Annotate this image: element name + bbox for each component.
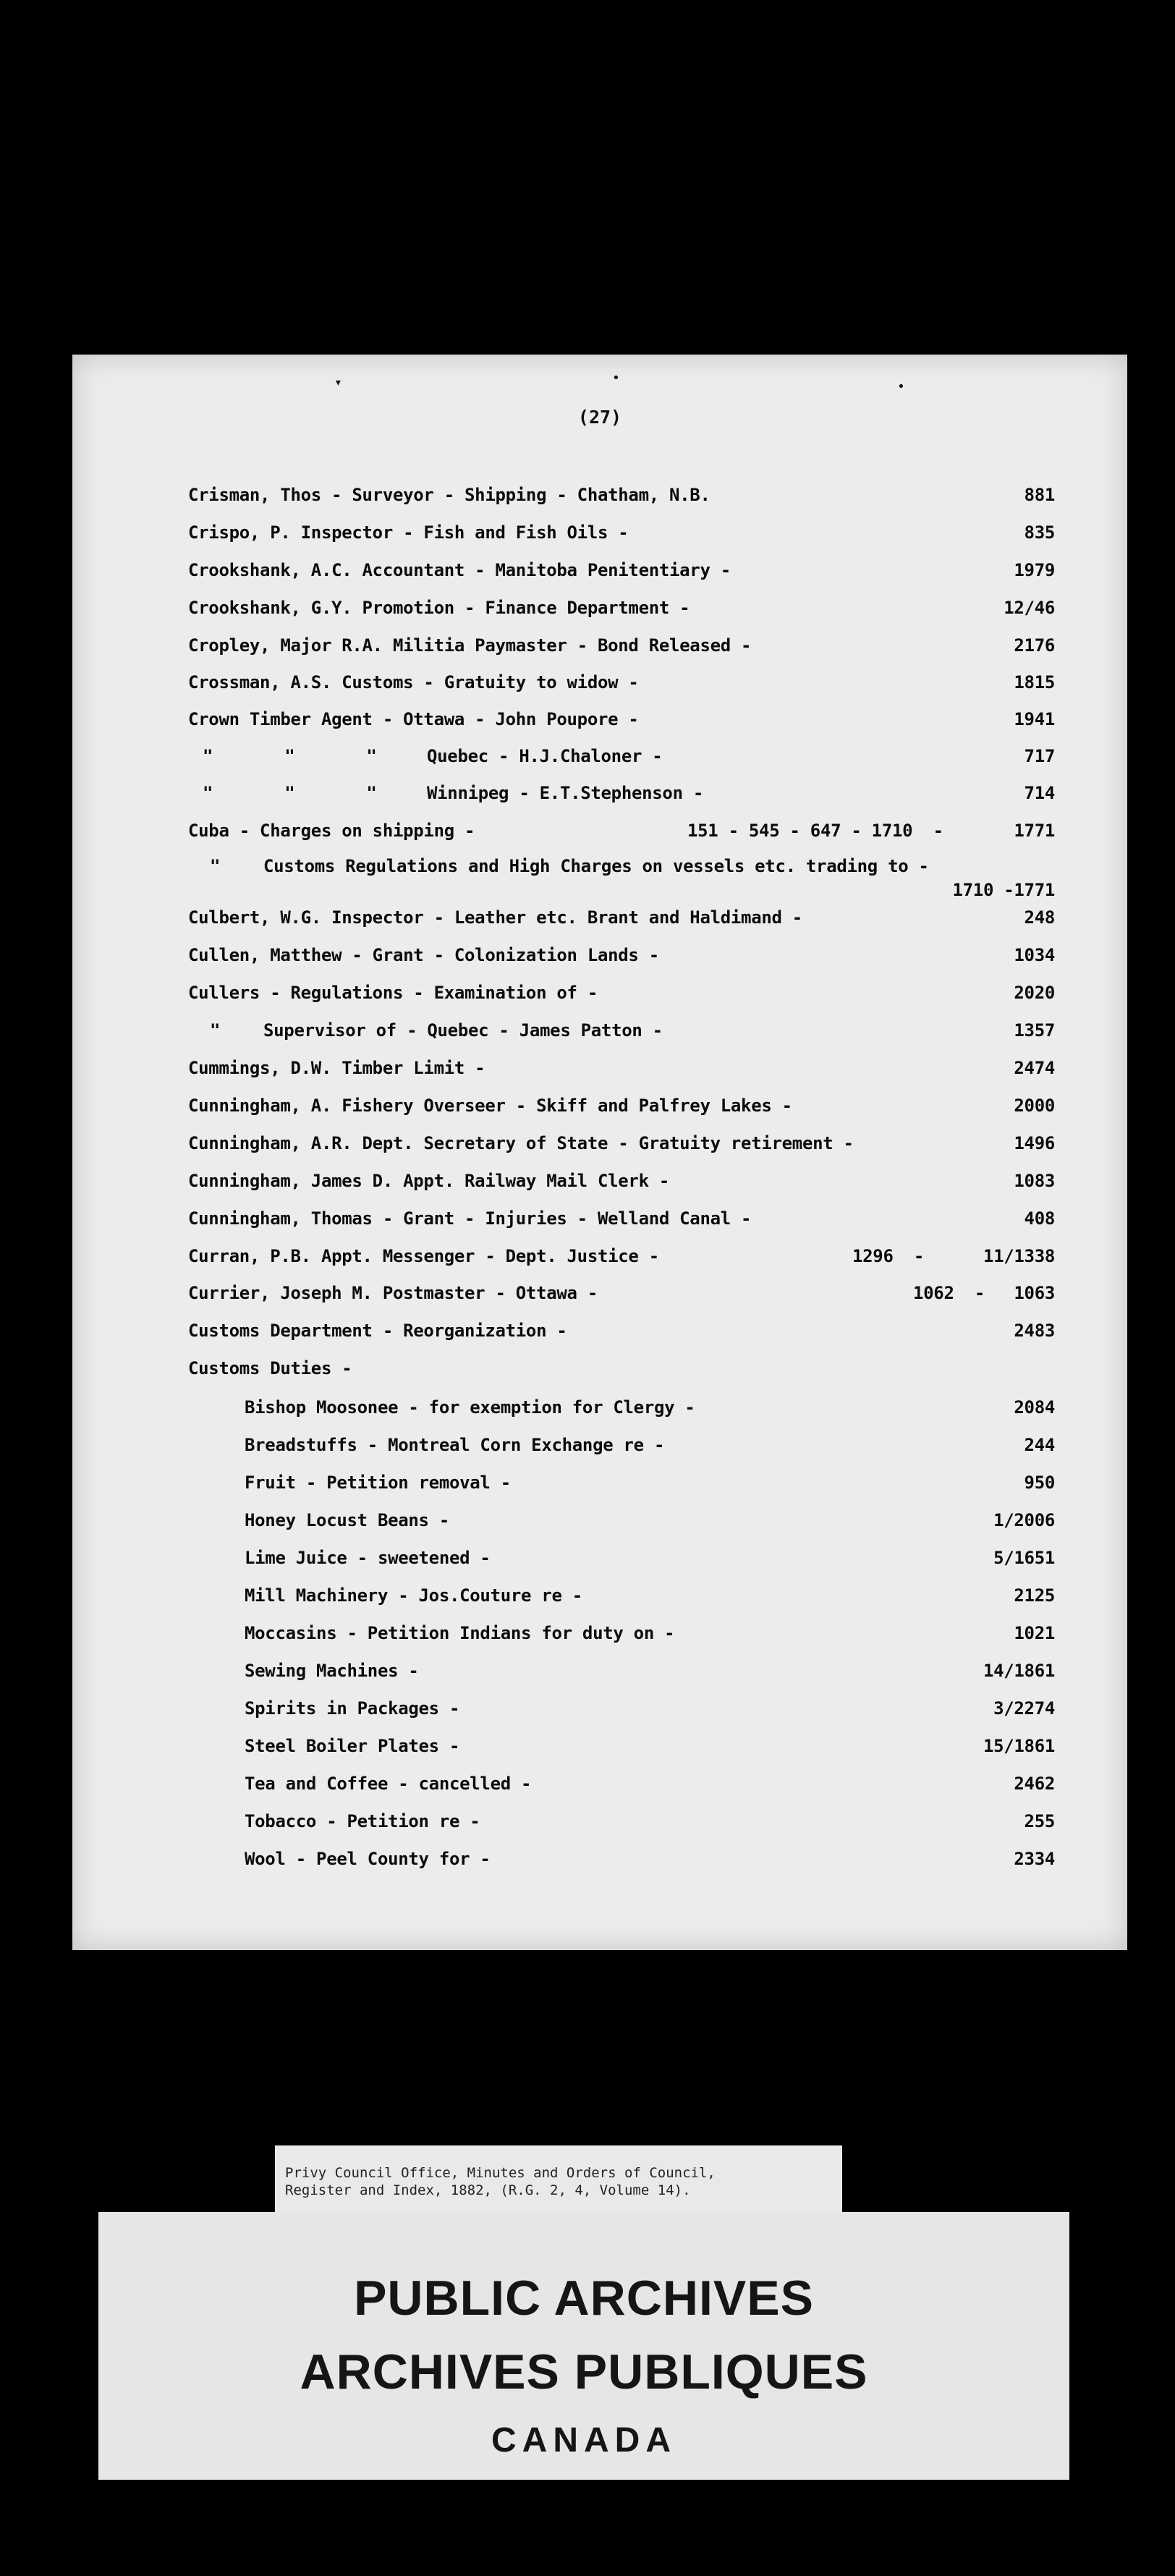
entry-reference: 248 xyxy=(1024,907,1055,928)
entry-text: Wool - Peel County for - xyxy=(245,1849,491,1869)
entry-text: Crown Timber Agent - Ottawa - John Poupore - xyxy=(188,709,639,729)
entry-reference: 1034 xyxy=(1014,945,1055,965)
entry-reference: 714 xyxy=(1024,783,1055,803)
entry-reference: 244 xyxy=(1024,1435,1055,1455)
index-entry xyxy=(188,635,1055,664)
entry-reference: 2176 xyxy=(1014,635,1055,656)
entry-additional-refs: 151 - 545 - 647 - 1710 - xyxy=(687,821,943,841)
entry-reference: 1/2006 xyxy=(993,1510,1055,1530)
index-entry xyxy=(188,1133,1055,1162)
entry-text: Mill Machinery - Jos.Couture re - xyxy=(245,1585,582,1606)
entry-text: Currier, Joseph M. Postmaster - Ottawa - xyxy=(188,1283,598,1303)
entry-reference: 1815 xyxy=(1014,672,1055,692)
index-entry xyxy=(188,1623,1055,1652)
archive-label xyxy=(275,2145,842,2220)
entry-text: Breadstuffs - Montreal Corn Exchange re - xyxy=(245,1435,665,1455)
entry-text: Customs Duties - xyxy=(188,1358,352,1378)
entry-reference: 5/1651 xyxy=(993,1548,1055,1568)
entry-text: Supervisor of - Quebec - James Patton - xyxy=(263,1020,663,1041)
index-entry xyxy=(188,783,1055,812)
index-entry xyxy=(188,1058,1055,1087)
entry-reference: 881 xyxy=(1024,485,1055,505)
index-entry xyxy=(188,1246,1055,1275)
index-entry xyxy=(188,1661,1055,1690)
index-entry xyxy=(188,1585,1055,1614)
entry-text: Customs Department - Reorganization - xyxy=(188,1321,567,1341)
index-entry xyxy=(188,1397,1055,1426)
index-entry xyxy=(188,1774,1055,1802)
entry-reference: 1357 xyxy=(1014,1020,1055,1041)
entry-reference: 11/1338 xyxy=(983,1246,1055,1266)
label-line: Privy Council Office, Minutes and Orders of Council, xyxy=(285,2165,716,2181)
entry-text: Tobacco - Petition re - xyxy=(245,1811,480,1831)
entry-reference: 2000 xyxy=(1014,1096,1055,1116)
entry-reference: 1710 -1771 xyxy=(952,880,1055,900)
entry-text: Quebec - H.J.Chaloner - xyxy=(427,746,663,766)
stamp-line-english: PUBLIC ARCHIVES xyxy=(354,2271,814,2326)
entry-text: Cummings, D.W. Timber Limit - xyxy=(188,1058,485,1078)
index-entry xyxy=(188,1208,1055,1237)
entry-text: Customs Regulations and High Charges on vessels etc. trading to - xyxy=(263,856,929,876)
entry-text: Spirits in Packages - xyxy=(245,1698,460,1719)
entry-reference: 1063 xyxy=(1014,1283,1055,1303)
entry-reference: 3/2274 xyxy=(993,1698,1055,1719)
index-entry xyxy=(188,598,1055,627)
stamp-line-country: CANADA xyxy=(491,2421,676,2460)
entry-reference: 1083 xyxy=(1014,1171,1055,1191)
index-entry xyxy=(188,1020,1055,1049)
entry-text: Cropley, Major R.A. Militia Paymaster - Bond Released - xyxy=(188,635,752,656)
entry-text: Steel Boiler Plates - xyxy=(245,1736,460,1756)
entry-reference: 1941 xyxy=(1014,709,1055,729)
ditto-marks: " xyxy=(210,1020,221,1041)
entry-text: Crossman, A.S. Customs - Gratuity to widow - xyxy=(188,672,639,692)
page-mark: • xyxy=(612,370,620,386)
page-mark: ▾ xyxy=(334,375,342,390)
entry-text: Bishop Moosonee - for exemption for Clergy - xyxy=(245,1397,695,1418)
entry-text: Crookshank, G.Y. Promotion - Finance Department - xyxy=(188,598,690,618)
index-entry xyxy=(188,1811,1055,1840)
index-entry xyxy=(188,907,1055,936)
entry-reference: 835 xyxy=(1024,522,1055,543)
ditto-marks: " " " xyxy=(203,783,377,803)
index-entry xyxy=(188,821,1055,850)
index-entry xyxy=(188,1736,1055,1765)
entry-reference: 1496 xyxy=(1014,1133,1055,1153)
index-entry xyxy=(188,709,1055,738)
entry-additional-refs: 1062 - xyxy=(913,1283,985,1303)
index-entry xyxy=(188,746,1055,775)
entry-reference: 2334 xyxy=(1014,1849,1055,1869)
label-line: Register and Index, 1882, (R.G. 2, 4, Volume 14). xyxy=(285,2182,691,2198)
entry-reference: 12/46 xyxy=(1004,598,1055,618)
index-entry xyxy=(188,1698,1055,1727)
entry-text: Honey Locust Beans - xyxy=(245,1510,449,1530)
index-entry xyxy=(188,522,1055,551)
entry-text: Cullen, Matthew - Grant - Colonization Lands - xyxy=(188,945,659,965)
document-page xyxy=(72,355,1127,1950)
entry-reference: 14/1861 xyxy=(983,1661,1055,1681)
index-entry xyxy=(188,1171,1055,1200)
entry-text: Cuba - Charges on shipping - xyxy=(188,821,475,841)
entry-text: Crookshank, A.C. Accountant - Manitoba Penitentiary - xyxy=(188,560,731,580)
index-entry xyxy=(188,945,1055,974)
entry-reference: 15/1861 xyxy=(983,1736,1055,1756)
entry-reference: 950 xyxy=(1024,1473,1055,1493)
entry-text: Winnipeg - E.T.Stephenson - xyxy=(427,783,704,803)
entry-reference: 2084 xyxy=(1014,1397,1055,1418)
index-entry xyxy=(188,1358,1055,1387)
index-entry xyxy=(188,1849,1055,1878)
entry-text: Cunningham, A.R. Dept. Secretary of State - Gratuity retirement - xyxy=(188,1133,854,1153)
entry-text: Lime Juice - sweetened - xyxy=(245,1548,491,1568)
index-entry xyxy=(188,1548,1055,1577)
entry-text: Culbert, W.G. Inspector - Leather etc. Brant and Haldimand - xyxy=(188,907,802,928)
index-entry xyxy=(188,983,1055,1012)
entry-reference: 717 xyxy=(1024,746,1055,766)
page-number: (27) xyxy=(577,407,622,428)
index-entry xyxy=(188,1473,1055,1501)
entry-text: Crispo, P. Inspector - Fish and Fish Oils - xyxy=(188,522,629,543)
entry-reference: 2483 xyxy=(1014,1321,1055,1341)
entry-reference: 1021 xyxy=(1014,1623,1055,1643)
index-entry xyxy=(188,1435,1055,1464)
index-entry xyxy=(188,485,1055,514)
entry-text: Cunningham, James D. Appt. Railway Mail Clerk - xyxy=(188,1171,670,1191)
entry-additional-refs: 1296 - xyxy=(852,1246,925,1266)
entry-reference: 2020 xyxy=(1014,983,1055,1003)
entry-text: Crisman, Thos - Surveyor - Shipping - Chatham, N.B. xyxy=(188,485,710,505)
index-entry xyxy=(188,1283,1055,1312)
entry-text: Cullers - Regulations - Examination of - xyxy=(188,983,598,1003)
entry-reference: 2462 xyxy=(1014,1774,1055,1794)
archives-stamp xyxy=(98,2212,1069,2480)
index-entry xyxy=(188,1096,1055,1124)
entry-text: Cunningham, Thomas - Grant - Injuries - Welland Canal - xyxy=(188,1208,752,1229)
entry-text: Tea and Coffee - cancelled - xyxy=(245,1774,532,1794)
entry-text: Cunningham, A. Fishery Overseer - Skiff and Palfrey Lakes - xyxy=(188,1096,792,1116)
index-entry xyxy=(188,560,1055,589)
index-entry xyxy=(188,1321,1055,1350)
entry-reference: 1979 xyxy=(1014,560,1055,580)
index-entry xyxy=(188,880,1055,909)
entry-reference: 255 xyxy=(1024,1811,1055,1831)
page-mark: • xyxy=(897,379,905,394)
entry-reference: 408 xyxy=(1024,1208,1055,1229)
index-entry xyxy=(188,1510,1055,1539)
entry-reference: 1771 xyxy=(1014,821,1055,841)
index-entry xyxy=(188,672,1055,701)
entry-text: Sewing Machines - xyxy=(245,1661,419,1681)
entry-text: Moccasins - Petition Indians for duty on - xyxy=(245,1623,675,1643)
stamp-line-french: ARCHIVES PUBLIQUES xyxy=(300,2344,868,2399)
ditto-marks: " " " xyxy=(203,746,377,766)
entry-text: Fruit - Petition removal - xyxy=(245,1473,511,1493)
entry-reference: 2125 xyxy=(1014,1585,1055,1606)
entry-reference: 2474 xyxy=(1014,1058,1055,1078)
ditto-marks: " xyxy=(210,856,221,876)
entry-text: Curran, P.B. Appt. Messenger - Dept. Justice - xyxy=(188,1246,659,1266)
